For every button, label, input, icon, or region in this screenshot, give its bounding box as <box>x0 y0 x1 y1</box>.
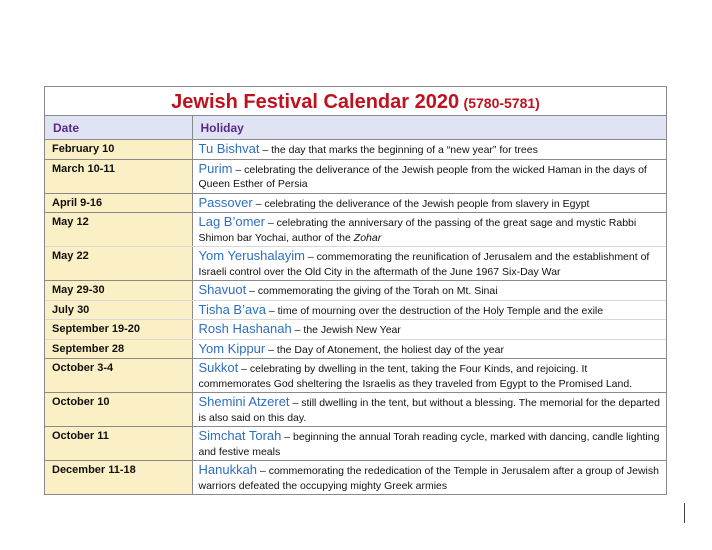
holiday-name: Sukkot <box>198 360 239 375</box>
holiday-cell <box>192 461 666 495</box>
table-row <box>45 247 666 281</box>
table-row <box>45 320 666 340</box>
holiday-cell <box>192 213 666 247</box>
edge-mark <box>684 503 685 523</box>
calendar-rows <box>45 140 666 495</box>
holiday-date: May 22 <box>45 247 192 281</box>
holiday-name: Purim <box>198 160 233 176</box>
holiday-cell <box>192 159 666 193</box>
holiday-description: – the Day of Atonement, the holiest day of the year <box>265 343 504 356</box>
holiday-date: July 30 <box>45 300 192 320</box>
holiday-description-emphasis: Zohar <box>353 231 382 244</box>
holiday-date: September 28 <box>45 339 192 359</box>
holiday-cell <box>192 140 666 160</box>
holiday-name: Shemini Atzeret <box>198 394 290 409</box>
holiday-date: October 11 <box>45 427 192 461</box>
holiday-name: Tisha B’ava <box>198 301 266 317</box>
holiday-date: May 12 <box>45 213 192 247</box>
holiday-name: Tu Bishvat <box>198 141 260 156</box>
holiday-date: September 19-20 <box>45 320 192 340</box>
holiday-column-header: Holiday <box>192 116 666 140</box>
holiday-date: October 10 <box>45 393 192 427</box>
holiday-cell <box>192 281 666 301</box>
table-row <box>45 159 666 193</box>
date-column-header: Date <box>45 116 192 140</box>
holiday-name: Simchat Torah <box>198 428 282 443</box>
table-row <box>45 140 666 160</box>
table-row <box>45 461 666 495</box>
holiday-description: – the day that marks the beginning of a “new year” for trees <box>259 144 538 156</box>
holiday-cell <box>192 339 666 359</box>
holiday-name: Passover <box>198 194 253 210</box>
holiday-date: March 10-11 <box>45 159 192 193</box>
holiday-name: Hanukkah <box>198 462 258 477</box>
calendar-table <box>45 116 666 494</box>
holiday-cell <box>192 320 666 340</box>
holiday-name: Rosh Hashanah <box>198 321 292 336</box>
holiday-date: February 10 <box>45 140 192 160</box>
title-years: (5780-5781) <box>463 95 540 111</box>
holiday-description: – commemorating the giving of the Torah on Mt. Sinai <box>246 285 498 297</box>
holiday-description: – beginning the annual Torah reading cycle, marked with dancing, candle lighting and festive meals <box>198 431 660 458</box>
holiday-description: – still dwelling in the tent, but without a blessing. The memorial for the departed is also said on this day. <box>198 397 660 424</box>
holiday-description: – commemorating the reunification of Jerusalem and the establishment of Israeli control over the Old City in the aftermath of the June 1967 Six-Day War <box>198 251 650 278</box>
holiday-description: – the Jewish New Year <box>291 324 401 336</box>
holiday-date: May 29-30 <box>45 281 192 301</box>
table-row <box>45 300 666 320</box>
table-row <box>45 193 666 213</box>
holiday-description: – time of mourning over the destruction of the Holy Temple and the exile <box>265 304 604 317</box>
holiday-description: – celebrating by dwelling in the tent, taking the Four Kinds, and rejoicing. It commemorates God sheltering the Israelis as they traveled from Egypt to the Promised Land. <box>198 363 633 390</box>
holiday-name: Yom Yerushalayim <box>198 248 305 263</box>
holiday-date: April 9-16 <box>45 193 192 213</box>
holiday-description: – commemorating the rededication of the Temple in Jerusalem after a group of Jewish warriors defeated the occupying mighty Greek armies <box>198 465 659 492</box>
table-row <box>45 281 666 301</box>
holiday-cell <box>192 359 666 393</box>
holiday-name: Shavuot <box>198 282 247 297</box>
holiday-date: December 11-18 <box>45 461 192 495</box>
holiday-description: – celebrating the deliverance of the Jewish people from the wicked Haman in the days of Queen Esther of Persia <box>198 163 647 190</box>
holiday-cell <box>192 247 666 281</box>
table-row <box>45 427 666 461</box>
table-header-row <box>45 116 666 140</box>
festival-calendar <box>44 86 667 495</box>
holiday-name: Yom Kippur <box>198 340 266 356</box>
holiday-description: – celebrating the deliverance of the Jewish people from slavery in Egypt <box>252 197 590 210</box>
title-text: Jewish Festival Calendar 2020 <box>171 91 460 113</box>
table-row <box>45 393 666 427</box>
holiday-date: October 3-4 <box>45 359 192 393</box>
table-row <box>45 213 666 247</box>
holiday-cell <box>192 393 666 427</box>
holiday-cell <box>192 300 666 320</box>
holiday-description: – celebrating the anniversary of the passing of the great sage and mystic Rabbi Shimon bar Yochai, author of the <box>198 217 637 244</box>
table-row <box>45 359 666 393</box>
table-row <box>45 339 666 359</box>
holiday-cell <box>192 427 666 461</box>
calendar-title <box>45 87 666 116</box>
holiday-cell <box>192 193 666 213</box>
holiday-name: Lag B’omer <box>198 214 265 229</box>
